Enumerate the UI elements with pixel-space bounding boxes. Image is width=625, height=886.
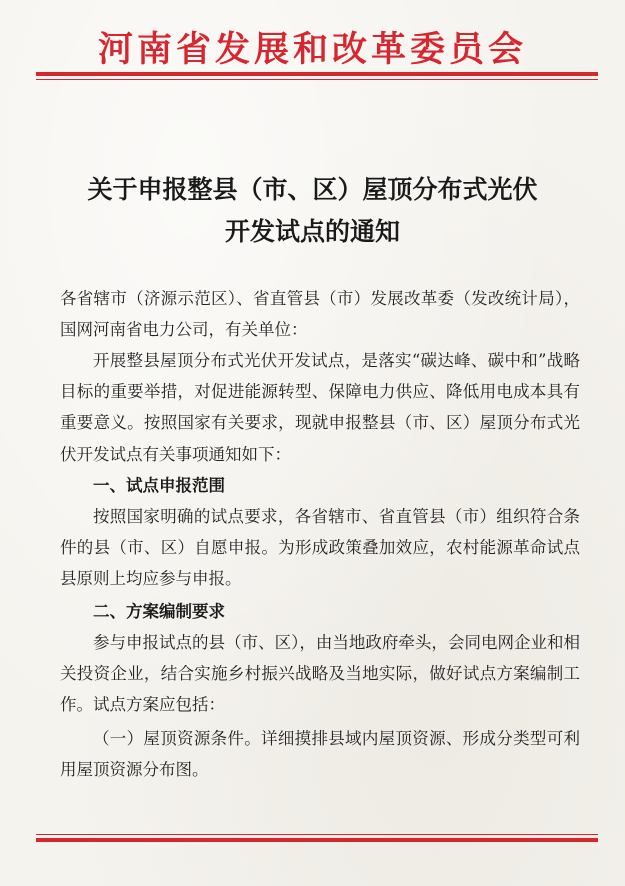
section-2-item-1: （一）屋顶资源条件。详细摸排县域内屋顶资源、形成分类型可利用屋顶资源分布图。 <box>60 729 580 780</box>
footer-rule-thin <box>36 834 598 835</box>
intro-paragraph: 开展整县屋顶分布式光伏开发试点，是落实“碳达峰、碳中和”战略目标的重要举措，对促进能源转型、保障电力供应、降低用电成本具有重要意义。按照国家有关要求，现就申报整县（市、区）屋顶分布式光伏开发试点有关事项通知如下： <box>60 351 580 464</box>
section-2-paragraph: 参与申报试点的县（市、区），由当地政府牵头，会同电网企业和相关投资企业，结合实施乡村振兴战略及当地实际，做好试点方案编制工作。试点方案应包括： <box>60 633 580 715</box>
section-1-paragraph: 按照国家明确的试点要求，各省辖市、省直管县（市）组织符合条件的县（市、区）自愿申报。为形成政策叠加效应，农村能源革命试点县原则上均应参与申报。 <box>60 507 580 589</box>
section-2-heading: 二、方案编制要求 <box>93 602 225 621</box>
footer-rule-thick <box>36 838 598 842</box>
notice-title-line2: 开发试点的通知 <box>224 217 400 246</box>
masthead-rule-thick <box>36 72 598 76</box>
addressee-paragraph: 各省辖市（济源示范区）、省直管县（市）发展改革委（发改统计局），国网河南省电力公司，有关单位： <box>60 289 580 340</box>
masthead-rule-thin <box>36 79 598 80</box>
notice-title-line1: 关于申报整县（市、区）屋顶分布式光伏 <box>87 175 538 204</box>
section-1-heading: 一、试点申报范围 <box>93 476 225 495</box>
masthead-title: 河南省发展和改革委员会 <box>97 29 527 70</box>
